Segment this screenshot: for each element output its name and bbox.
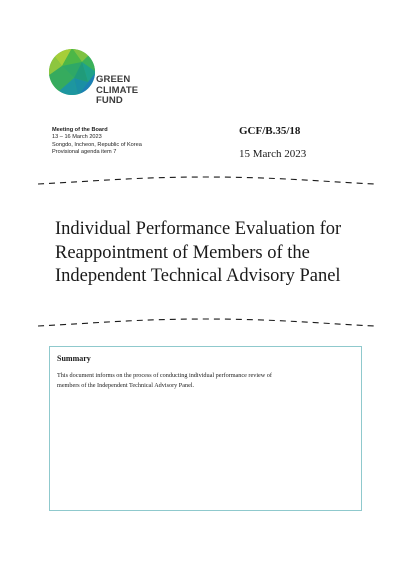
title-line: Independent Technical Advisory Panel bbox=[55, 266, 341, 286]
logo-line-climate: CLIMATE bbox=[96, 84, 139, 96]
meeting-info bbox=[52, 127, 142, 157]
wavy-divider-top bbox=[38, 173, 374, 187]
document-date: 15 March 2023 bbox=[239, 148, 307, 160]
summary-line: members of the Independent Technical Advisory Panel. bbox=[57, 381, 195, 389]
title-line: Individual Performance Evaluation for bbox=[55, 219, 342, 239]
summary-heading: Summary bbox=[57, 354, 91, 363]
meeting-dates: 13 – 16 March 2023 bbox=[52, 134, 102, 141]
meeting-heading: Meeting of the Board bbox=[52, 127, 108, 133]
logo-line-green: GREEN bbox=[96, 74, 131, 85]
globe-polygon-icon bbox=[48, 48, 96, 96]
document-reference: GCF/B.35/18 bbox=[239, 125, 301, 137]
wavy-divider-bottom bbox=[38, 315, 374, 329]
title-line: Reappointment of Members of the bbox=[55, 242, 310, 263]
document-title bbox=[55, 218, 385, 289]
summary-line: This document informs on the process of conducting individual performance review of bbox=[57, 372, 272, 379]
meeting-location: Songdo, Incheon, Republic of Korea bbox=[52, 141, 142, 148]
meeting-agenda-item: Provisional agenda item 7 bbox=[52, 149, 117, 156]
logo-wordmark bbox=[96, 75, 138, 107]
gcf-logo bbox=[48, 48, 148, 108]
logo-line-fund: FUND bbox=[96, 95, 123, 106]
summary-text bbox=[57, 371, 352, 390]
summary-box bbox=[49, 346, 362, 511]
